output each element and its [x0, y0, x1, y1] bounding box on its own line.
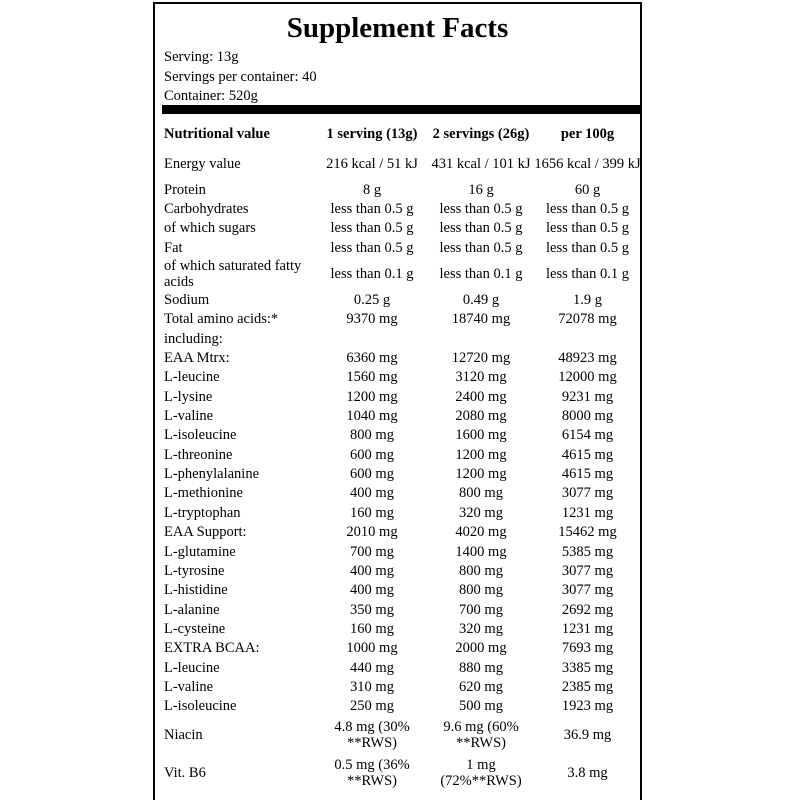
value-per-100g: 9231 mg [561, 388, 614, 405]
value-two-servings: 2080 mg [455, 408, 507, 425]
value-per-100g: 60 g [574, 181, 601, 198]
value-per-100g [534, 329, 641, 348]
container-size: Container: 520g [164, 88, 258, 104]
table-row [161, 754, 641, 792]
value-two-servings: 1400 mg [455, 543, 507, 560]
value-per-100g: 3077 mg [561, 582, 614, 599]
value-one-serving: 1200 mg [346, 388, 398, 405]
value-per-100g: 5385 mg [561, 543, 614, 560]
row-label: L-valine [164, 678, 214, 695]
table-row [161, 257, 641, 290]
row-label: EXTRA BCAA: [164, 640, 260, 657]
value-per-100g: less than 0.1 g [546, 265, 629, 282]
value-per-100g: less than 0.5 g [546, 201, 629, 218]
value-one-serving: less than 0.5 g [330, 239, 414, 256]
table-row [161, 697, 641, 716]
value-two-servings: less than 0.1 g [439, 265, 523, 282]
value-per-100g: 2385 mg [561, 678, 614, 695]
header-nutritional-value: Nutritional value [164, 126, 270, 142]
serving-info [164, 48, 317, 107]
row-label: L-leucine [164, 659, 220, 676]
value-two-servings: 320 mg [459, 504, 503, 521]
table-row [161, 503, 641, 522]
value-two-servings: 18740 mg [451, 311, 511, 328]
value-per-100g: 15462 mg [558, 524, 617, 541]
serving-size: Serving: 13g [164, 49, 239, 65]
value-one-serving: 310 mg [350, 678, 394, 695]
value-per-100g: 2692 mg [561, 601, 614, 618]
value-per-100g: 3385 mg [561, 659, 614, 676]
value-one-serving: 800 mg [350, 427, 394, 444]
value-two-servings: 620 mg [459, 678, 503, 695]
table-row [161, 581, 641, 600]
value-per-100g: 4615 mg [561, 466, 614, 483]
value-two-servings: 2000 mg [455, 640, 507, 657]
value-two-servings: 880 mg [459, 659, 503, 676]
row-label: EAA Mtrx: [164, 350, 230, 367]
value-two-servings: less than 0.5 g [439, 220, 523, 237]
value-per-100g: 3077 mg [561, 485, 614, 502]
table-row [161, 147, 641, 180]
row-label: of which sugars [164, 220, 256, 237]
table-row [161, 658, 641, 677]
value-two-servings: 9.6 mg (60% **RWS) [443, 718, 519, 751]
table-row [161, 600, 641, 619]
table-row [161, 445, 641, 464]
value-one-serving: 1040 mg [346, 408, 398, 425]
value-two-servings: 500 mg [459, 698, 503, 715]
table-row [161, 387, 641, 406]
value-per-100g: 1231 mg [561, 620, 614, 637]
table-row [161, 238, 641, 257]
value-one-serving: 1560 mg [346, 369, 398, 386]
table-row [161, 523, 641, 542]
value-two-servings: 4020 mg [455, 524, 507, 541]
table-row [161, 484, 641, 503]
value-one-serving: 600 mg [350, 466, 394, 483]
table-row [161, 219, 641, 238]
value-one-serving: 350 mg [350, 601, 394, 618]
table-row [161, 199, 641, 218]
value-one-serving: 4.8 mg (30% **RWS) [334, 718, 410, 751]
row-label: Niacin [164, 726, 203, 743]
value-per-100g: 48923 mg [558, 350, 617, 367]
table-row [161, 406, 641, 425]
value-per-100g: 72078 mg [558, 311, 617, 328]
value-one-serving: 160 mg [350, 620, 394, 637]
value-two-servings: 3120 mg [455, 369, 507, 386]
value-per-100g: 1923 mg [561, 698, 614, 715]
value-per-100g: 1231 mg [561, 504, 614, 521]
value-one-serving: 9370 mg [346, 311, 398, 328]
value-two-servings: 800 mg [459, 485, 503, 502]
table-row [161, 329, 641, 348]
row-label: EAA Support: [164, 524, 247, 541]
row-label: L-isoleucine [164, 427, 237, 444]
table-row [161, 677, 641, 696]
value-per-100g: 7693 mg [561, 640, 614, 657]
value-per-100g: 8000 mg [561, 408, 614, 425]
row-label: L-leucine [164, 369, 220, 386]
row-label: L-tyrosine [164, 562, 225, 579]
table-row [161, 464, 641, 483]
value-two-servings: 320 mg [459, 620, 503, 637]
value-one-serving: 8 g [362, 181, 382, 198]
value-two-servings: less than 0.5 g [439, 239, 523, 256]
table-row [161, 368, 641, 387]
row-label: L-lysine [164, 388, 213, 405]
value-per-100g: less than 0.5 g [546, 220, 629, 237]
row-label: Vit. B6 [164, 764, 206, 781]
row-label: L-phenylalanine [164, 466, 260, 483]
value-one-serving: 440 mg [350, 659, 394, 676]
value-per-100g: 1656 kcal / 399 kJ [534, 155, 641, 172]
value-two-servings: 16 g [468, 181, 494, 198]
value-one-serving [316, 329, 428, 348]
row-label: Sodium [164, 292, 210, 309]
row-label: L-threonine [164, 446, 233, 463]
table-row [161, 290, 641, 309]
value-one-serving: 250 mg [350, 698, 394, 715]
value-one-serving: 0.5 mg (36% **RWS) [334, 756, 410, 789]
row-label: L-alanine [164, 601, 220, 618]
value-per-100g: 36.9 mg [563, 726, 612, 743]
row-label: Carbohydrates [164, 201, 249, 218]
row-label: L-histidine [164, 582, 228, 599]
value-two-servings: 1200 mg [455, 446, 507, 463]
value-one-serving: 160 mg [350, 504, 394, 521]
value-one-serving: 600 mg [350, 446, 394, 463]
table-row [161, 180, 641, 199]
table-row [161, 716, 641, 754]
value-one-serving: 400 mg [350, 562, 394, 579]
value-per-100g: 3.8 mg [567, 764, 608, 781]
value-per-100g: less than 0.5 g [546, 239, 629, 256]
value-two-servings: 12720 mg [451, 350, 511, 367]
value-one-serving: 6360 mg [346, 350, 398, 367]
value-two-servings: 700 mg [459, 601, 503, 618]
value-two-servings: 0.49 g [462, 292, 500, 309]
row-label: L-isoleucine [164, 698, 237, 715]
row-label: L-tryptophan [164, 504, 241, 521]
value-one-serving: 1000 mg [346, 640, 398, 657]
value-one-serving: 2010 mg [346, 524, 398, 541]
value-one-serving: 400 mg [350, 582, 394, 599]
table-row [161, 426, 641, 445]
value-two-servings: 1600 mg [455, 427, 507, 444]
table-row [161, 542, 641, 561]
value-two-servings: 431 kcal / 101 kJ [431, 155, 531, 172]
table-row [161, 348, 641, 367]
divider-bar [162, 105, 641, 114]
table-row [161, 310, 641, 329]
header-one-serving: 1 serving (13g) [326, 126, 418, 142]
value-two-servings: 1 mg (72%**RWS) [440, 756, 522, 789]
value-one-serving: less than 0.1 g [330, 265, 414, 282]
value-one-serving: 216 kcal / 51 kJ [326, 155, 418, 172]
value-one-serving: 400 mg [350, 485, 394, 502]
value-per-100g: 12000 mg [558, 369, 617, 386]
row-label: L-methionine [164, 485, 243, 502]
value-one-serving: 0.25 g [353, 292, 391, 309]
value-one-serving: less than 0.5 g [330, 220, 414, 237]
value-two-servings: 800 mg [459, 582, 503, 599]
value-per-100g: 1.9 g [573, 292, 602, 309]
header-per-100g: per 100g [560, 126, 615, 142]
value-one-serving: less than 0.5 g [330, 201, 414, 218]
value-per-100g: 6154 mg [561, 427, 614, 444]
row-label: Protein [164, 181, 206, 198]
value-two-servings: 1200 mg [455, 466, 507, 483]
value-one-serving: 700 mg [350, 543, 394, 560]
value-per-100g: 4615 mg [561, 446, 614, 463]
nutrition-table [161, 121, 641, 792]
row-label: L-cysteine [164, 620, 226, 637]
value-two-servings: less than 0.5 g [439, 201, 523, 218]
servings-per-container: Servings per container: 40 [164, 68, 317, 85]
value-per-100g: 3077 mg [561, 562, 614, 579]
row-label: L-valine [164, 408, 214, 425]
row-label: of which saturated fatty acids [164, 257, 302, 290]
row-label: Energy value [164, 155, 241, 172]
table-header-row [161, 121, 641, 147]
row-label: Total amino acids:* [164, 311, 279, 328]
header-two-servings: 2 servings (26g) [432, 126, 530, 142]
row-label: L-glutamine [164, 543, 236, 560]
panel-title: Supplement Facts [286, 12, 509, 44]
value-two-servings: 2400 mg [455, 388, 507, 405]
table-row [161, 639, 641, 658]
value-two-servings: 800 mg [459, 562, 503, 579]
supplement-facts-panel [153, 2, 642, 800]
row-label: Fat [164, 239, 183, 256]
value-two-servings [428, 329, 534, 348]
table-row [161, 619, 641, 638]
row-label: including: [164, 330, 223, 347]
table-row [161, 561, 641, 580]
